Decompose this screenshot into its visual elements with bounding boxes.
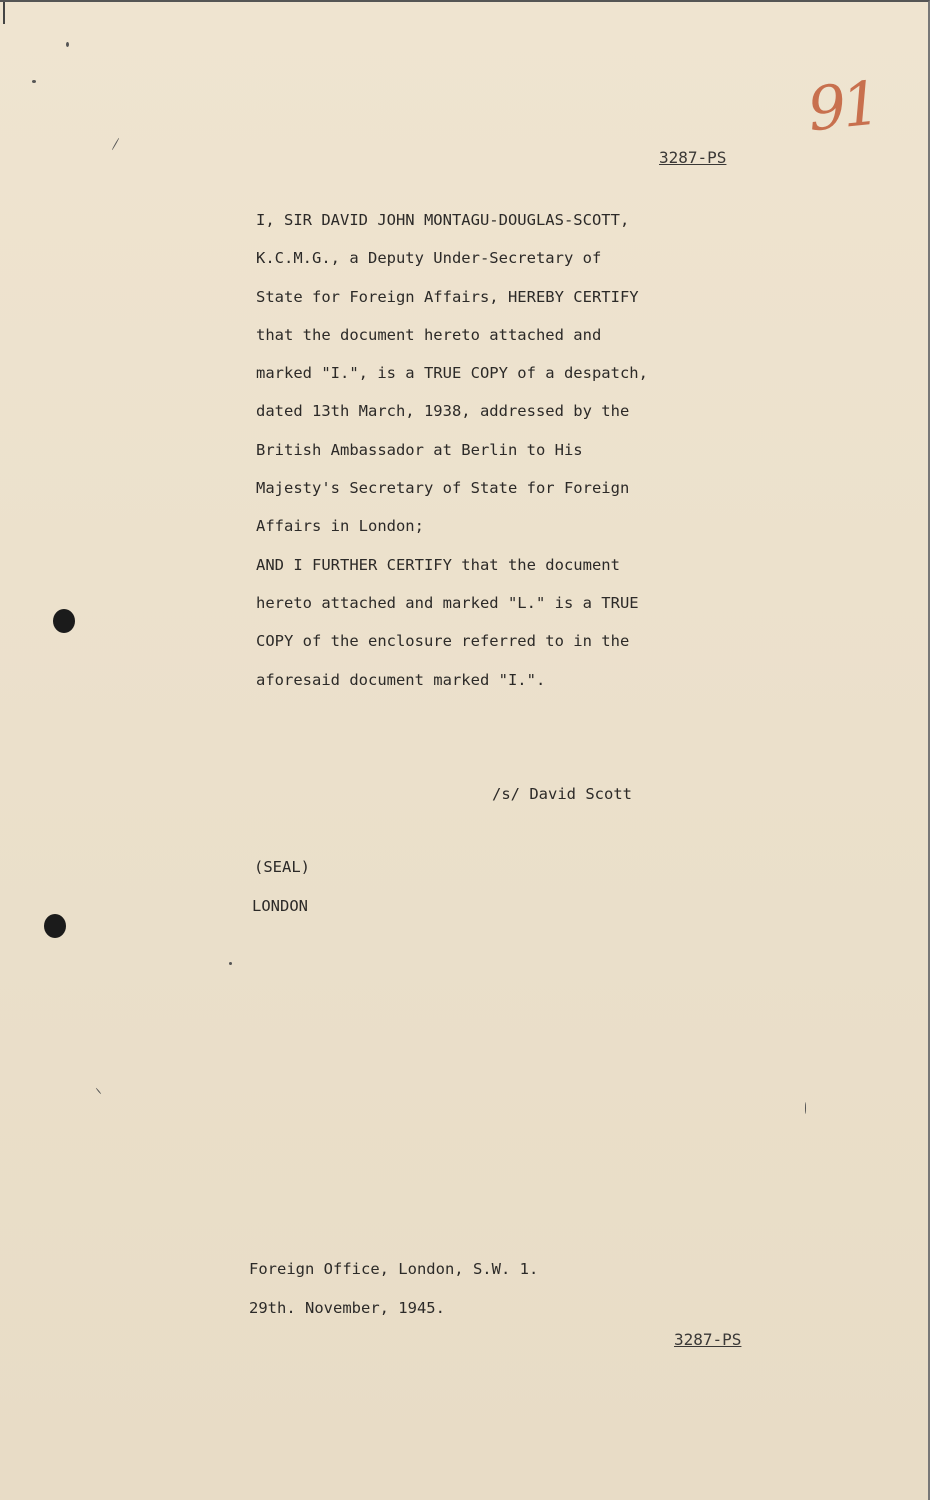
seal-label: (SEAL) [254,858,310,876]
body-line: that the document hereto attached and [256,325,602,344]
certification-text [256,208,696,706]
paper-speck [96,1088,102,1095]
body-line: marked "I.", is a TRUE COPY of a despatch, [256,364,648,383]
paper-speck [32,80,36,83]
place-label: LONDON [252,897,308,915]
document-number-top: 3287-PS [659,148,727,167]
signature: /s/ David Scott [492,785,632,803]
body-line: K.C.M.G., a Deputy Under-Secretary of [256,249,602,268]
body-line: Majesty's Secretary of State for Foreign [256,479,630,498]
body-line: COPY of the enclosure referred to in the [256,632,630,651]
footer-date: 29th. November, 1945. [249,1299,445,1317]
handwritten-page-number: 91 [804,68,880,146]
body-line: State for Foreign Affairs, HEREBY CERTIFY [256,287,639,306]
paper-speck [805,1102,806,1114]
body-line: hereto attached and marked "L." is a TRUE [256,593,639,612]
footer-address: Foreign Office, London, S.W. 1. [249,1260,539,1278]
body-line: Affairs in London; [256,517,424,536]
corner-mark [3,2,5,24]
body-line: dated 13th March, 1938, addressed by the [256,402,630,421]
punch-hole [44,914,66,938]
paper-speck [112,138,120,151]
paper-speck [66,42,69,47]
body-line: aforesaid document marked "I.". [256,670,546,689]
paper-speck [229,962,232,965]
document-number-bottom: 3287-PS [674,1330,742,1349]
punch-hole [53,609,75,633]
body-line: AND I FURTHER CERTIFY that the document [256,555,620,574]
body-line: I, SIR DAVID JOHN MONTAGU-DOUGLAS-SCOTT, [256,211,630,229]
body-line: British Ambassador at Berlin to His [256,440,583,459]
